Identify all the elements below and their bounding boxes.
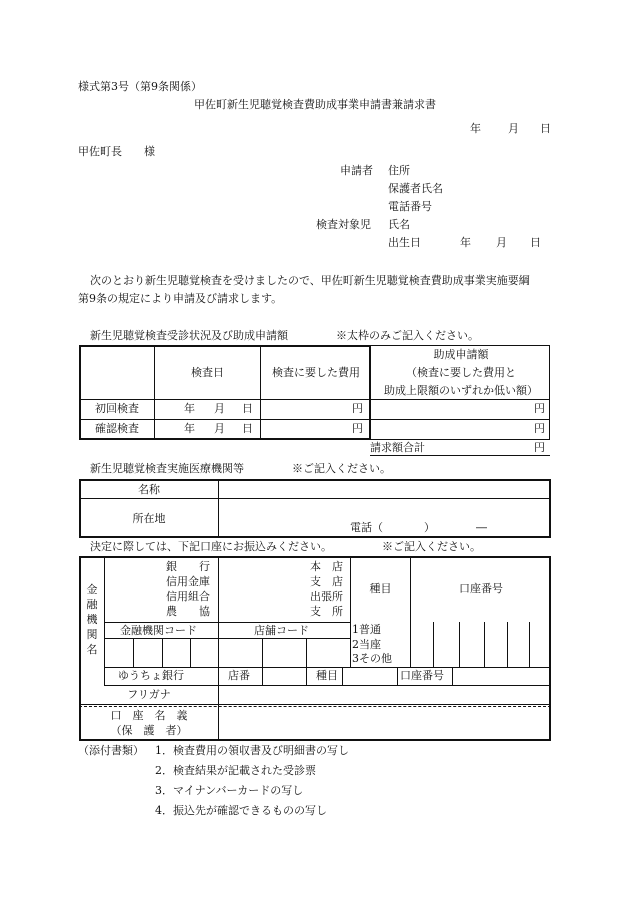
row-year: 年	[184, 402, 195, 415]
yucho-bank-label: ゆうちょ銀行	[118, 669, 184, 682]
account-type-other: 3その他	[352, 652, 392, 665]
child-name-label: 氏名	[388, 218, 410, 231]
row-month: 月	[214, 402, 225, 415]
col-grant-note-1: （検査に要した費用と	[406, 366, 516, 379]
addressee: 甲佐町長 様	[78, 145, 155, 158]
facility-address-label: 所在地	[132, 512, 166, 525]
applicant-label: 申請者	[340, 164, 373, 177]
col-grant-title: 助成申請額	[433, 348, 489, 361]
side-label-char-1: 金	[86, 583, 98, 596]
form-title: 甲佐町新生児聴覚検査費助成事業申請書兼請求書	[194, 98, 436, 111]
side-label-char-3: 機	[86, 613, 98, 626]
row-grant-yen: 円	[534, 422, 545, 435]
row-label: 確認検査	[95, 422, 139, 435]
table1-note: ※太枠のみご記入ください。	[336, 329, 479, 342]
row-day: 日	[242, 422, 253, 435]
bank-type-bank: 銀 行	[166, 560, 210, 573]
facility-name-label: 名称	[138, 483, 160, 496]
account-type-toza: 2当座	[352, 638, 381, 651]
table2-note: ※ご記入ください。	[292, 462, 391, 475]
attachment-item-4: 4．振込先が確認できるものの写し	[155, 804, 327, 817]
yucho-account-number-label: 口座番号	[400, 669, 444, 682]
birth-year-label: 年	[460, 236, 471, 249]
branch-type-office: 出張所	[310, 590, 343, 603]
branch-type-sub: 支 所	[310, 605, 343, 618]
total-yen: 円	[534, 441, 545, 454]
account-holder-label: 口 座 名 義	[110, 709, 188, 722]
branch-type-head: 本 店	[310, 560, 343, 573]
attachment-item-2: 2．検査結果が記載された受診票	[155, 764, 316, 777]
row-day: 日	[242, 402, 253, 415]
date-day-label: 日	[540, 122, 551, 135]
row-grant-yen: 円	[534, 402, 545, 415]
bank-type-shinkin: 信用金庫	[166, 575, 210, 588]
date-year-label: 年	[470, 122, 481, 135]
account-type-header: 種目	[369, 582, 392, 595]
account-holder-sub-label: （保 護 者）	[110, 724, 188, 737]
intro-line-1: 次のとおり新生児聴覚検査を受けましたので、甲佐町新生児聴覚検査費助成事業実施要綱	[90, 274, 530, 287]
table1-caption: 新生児聴覚検査受診状況及び助成申請額	[90, 329, 288, 342]
row-cost-yen: 円	[352, 422, 363, 435]
table3-caption: 決定に際しては、下記口座にお振込みください。	[90, 540, 332, 553]
account-type-futsu: 1普通	[352, 623, 381, 636]
total-label: 請求額合計	[370, 441, 425, 454]
row-label: 初回検査	[95, 402, 139, 415]
facility-phone-paren: ）	[424, 521, 435, 534]
bank-type-kumiai: 信用組合	[166, 590, 210, 603]
address-label: 住所	[388, 164, 410, 177]
branch-code-label: 店舗コード	[254, 624, 309, 637]
attachment-item-3: 3．マイナンバーカードの写し	[155, 784, 304, 797]
phone-label: 電話番号	[388, 200, 432, 213]
row-cost-yen: 円	[352, 402, 363, 415]
birth-month-label: 月	[496, 236, 507, 249]
branch-type-branch: 支 店	[310, 575, 343, 588]
attachment-item-1: 1．検査費用の領収書及び明細書の写し	[155, 744, 349, 757]
date-month-label: 月	[508, 122, 519, 135]
form-number: 様式第3号（第9条関係）	[78, 80, 202, 93]
side-label-char-4: 関	[86, 628, 98, 641]
row-year: 年	[184, 422, 195, 435]
bank-code-label: 金融機関コード	[120, 624, 197, 637]
guardian-name-label: 保護者氏名	[388, 182, 443, 195]
account-number-header: 口座番号	[459, 582, 503, 595]
store-number-label: 店番	[228, 669, 250, 682]
attachments-label: （添付書類）	[78, 744, 144, 757]
facility-phone-label: 電話（	[350, 521, 383, 534]
birthdate-label: 出生日	[388, 236, 421, 249]
table2-caption: 新生児聴覚検査実施医療機関等	[90, 462, 244, 475]
facility-phone-dash: ―	[476, 521, 487, 534]
side-label-char-2: 融	[86, 598, 98, 611]
side-label-char-5: 名	[86, 643, 98, 656]
birth-day-label: 日	[530, 236, 541, 249]
col-grant-note-2: 助成上限額のいずれか低い額）	[384, 384, 538, 397]
col-exam-date: 検査日	[191, 366, 224, 379]
col-exam-cost: 検査に要した費用	[272, 366, 360, 379]
total-underline	[370, 455, 550, 456]
intro-line-2: 第9条の規定により申請及び請求します。	[78, 292, 283, 305]
yucho-type-label: 種目	[316, 669, 338, 682]
bank-type-nokyo: 農 協	[166, 605, 210, 618]
row-month: 月	[214, 422, 225, 435]
furigana-label: フリガナ	[127, 688, 171, 701]
subject-child-label: 検査対象児	[316, 218, 371, 231]
table3-note: ※ご記入ください。	[382, 540, 481, 553]
